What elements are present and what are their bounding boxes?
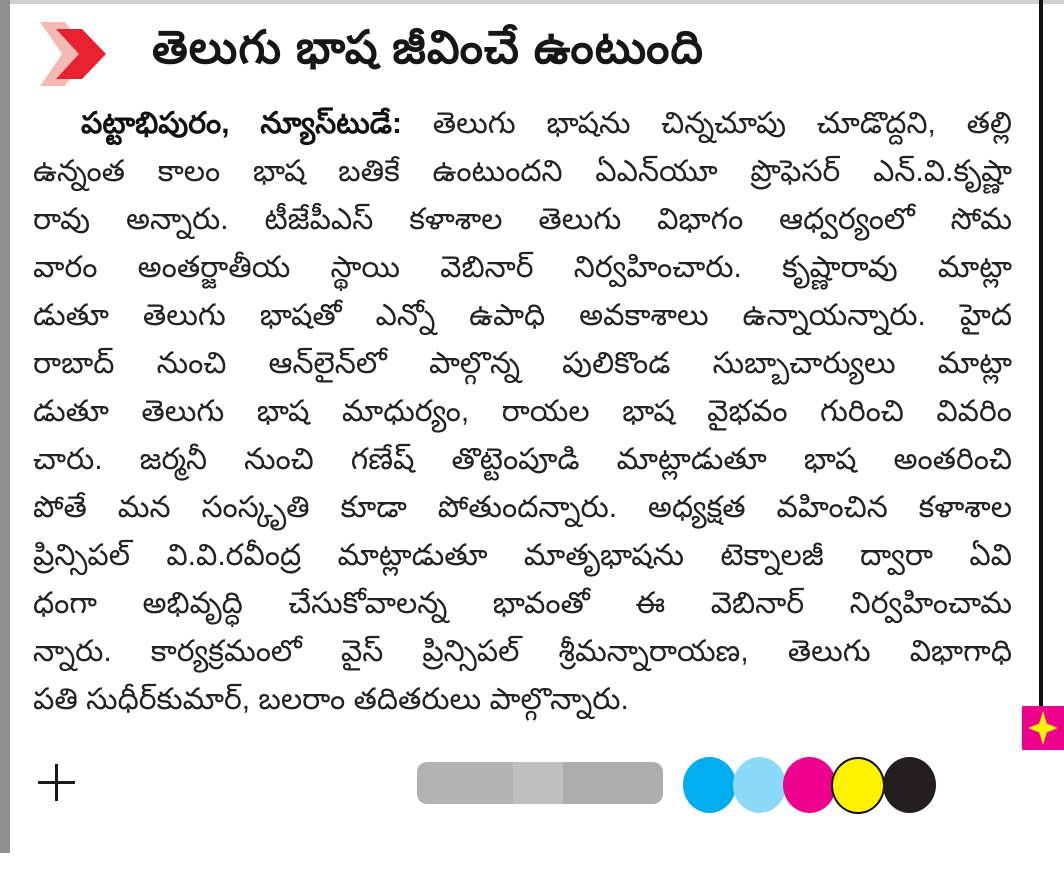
body-line: పోతే మన సంస్కృతి కూడా పోతుందన్నారు. అధ్యక్షత వహించిన కళాశాల [33, 491, 1012, 524]
headline-chevron-icon [40, 22, 110, 86]
dateline: పట్టాభిపురం, న్యూస్‌టుడే: [81, 107, 402, 140]
body-line: న్నారు. కార్యక్రమంలో వైస్ ప్రిన్సిపల్ శ్రీమన్నారాయణ, తెలుగు విభాగాధి [33, 635, 1012, 668]
body-line [33, 100, 1012, 148]
body-line: వారం అంతర్జాతీయ స్థాయి వెబినార్ నిర్వహించారు. కృష్ణారావు మాట్లా [33, 251, 1012, 284]
headline-row [40, 20, 1020, 90]
column-divider-rule [1039, 0, 1043, 708]
color-dot-magenta [783, 757, 836, 813]
body-line: ధంగా అభివృద్ధి చేసుకోవాలన్న భావంతో ఈ వెబినార్ నిర్వహించామ [33, 587, 1012, 620]
registration-cross-mark [38, 764, 75, 801]
scan-edge-left [0, 0, 10, 853]
registration-diamond-mark [1022, 706, 1064, 750]
body-line: రాబాద్ నుంచి ఆన్‌లైన్‌లో పాల్గొన్న పులికొండ సుబ్బాచార్యులు మాట్లా [33, 347, 1012, 380]
cross-vertical [55, 764, 58, 801]
body-line: రావు అన్నారు. టీజేపీఎస్ కళాశాల తెలుగు విభాగం ఆధ్వర్యంలో సోమ [33, 203, 1012, 236]
body-line: డుతూ తెలుగు భాషతో ఎన్నో ఉపాధి అవకాశాలు ఉన్నాయన్నారు. హైద [33, 299, 1012, 332]
body-line: చారు. జర్మనీ నుంచి గణేష్ తొట్టెంపూడి మాట్లాడుతూ భాష అంతరించి [33, 443, 1012, 476]
body-line: ఉన్నంత కాలం భాష బతికే ఉంటుందని ఏఎన్‌యూ ప్రొఫెసర్ ఎన్.వి.కృష్ణా [33, 155, 1012, 188]
article-body [33, 100, 1012, 724]
color-dot-black [883, 757, 936, 813]
color-dot-cyan [683, 757, 736, 813]
grayscale-calibration-bar [417, 762, 663, 804]
gray-segment [563, 762, 663, 804]
article-headline: తెలుగు భాష జీవించే ఉంటుంది [152, 21, 704, 73]
diamond-star-icon [1028, 711, 1058, 745]
gray-segment [513, 762, 563, 804]
body-line-text: తెలుగు భాషను చిన్నచూపు చూడొద్దని, తల్లి [401, 107, 1012, 140]
color-dot-yellow [831, 757, 885, 814]
gray-segment [417, 762, 513, 804]
body-line: పతి సుధీర్‌కుమార్, బలరాం తదితరులు పాల్గొన్నారు. [33, 683, 629, 716]
scan-edge-top [0, 0, 1064, 4]
color-dot-light-cyan [733, 757, 786, 813]
body-line: ప్రిన్సిపల్ వి.వి.రవీంద్ర మాట్లాడుతూ మాతృభాషను టెక్నాలజీ ద్వారా ఏవి [33, 539, 1012, 572]
body-line: డుతూ తెలుగు భాష మాధుర్యం, రాయల భాష వైభవం గురించి వివరిం [33, 395, 1012, 428]
